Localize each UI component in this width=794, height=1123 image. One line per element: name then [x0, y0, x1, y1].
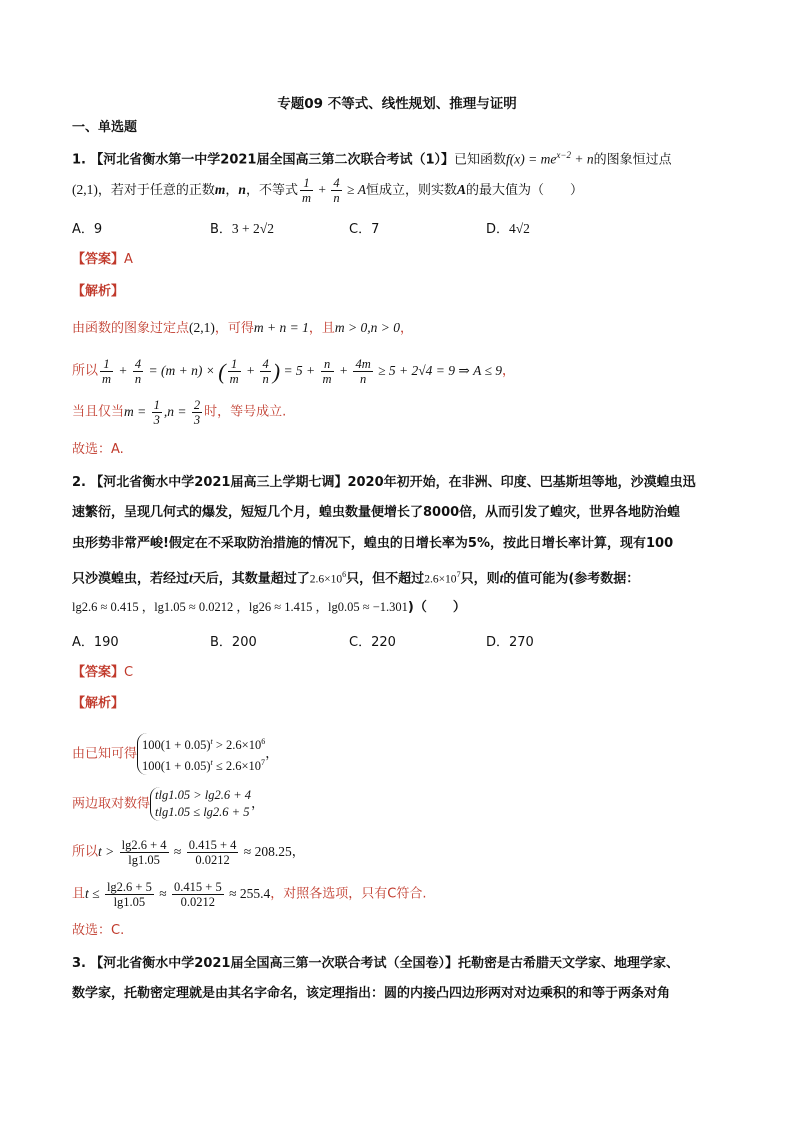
option-label: D．	[486, 222, 510, 237]
sys-row	[142, 733, 265, 754]
q2-solution-3	[72, 838, 305, 867]
q3-line-1	[72, 953, 679, 974]
frac-denominator: 3	[153, 413, 160, 427]
q1-analysis-tag: 【解析】	[72, 284, 125, 299]
q2-solution-2	[72, 787, 264, 821]
q3-stem-text: 托勒密是古希腊天文学家、地理学家、	[457, 956, 679, 971]
q2-line-3: 虫形势非常严峻!假定在不采取防治措施的情况下，蝗虫的日增长率为5%，按此日增长率计算，现有100	[72, 536, 674, 551]
q1-option-a: A．9	[72, 222, 103, 237]
q2-var-t: t	[499, 570, 504, 586]
q1-solution-2	[72, 357, 515, 386]
frac-denominator: n	[262, 372, 269, 386]
sol-text: ，	[502, 363, 516, 379]
frac-numerator: 4	[333, 176, 340, 190]
frac-denominator: n	[333, 191, 340, 205]
frac-denominator: m	[229, 372, 239, 386]
q1-stem-text: 恒成立，则实数	[366, 183, 458, 198]
sol-math	[98, 838, 292, 867]
q1-point: (2,1)	[72, 182, 98, 197]
answer-tag: 【答案】	[72, 665, 125, 680]
q1-line-2	[72, 176, 583, 205]
sol-text: 所以	[72, 363, 99, 379]
frac-numerator: 2	[193, 398, 201, 412]
frac-denominator: lg1.05	[113, 895, 146, 909]
plus-sign: +	[314, 182, 330, 197]
q1-stem-text: ，若对于任意的正数	[97, 183, 215, 198]
sol-math: ≈ 255.4	[225, 885, 271, 901]
sys-row	[142, 754, 265, 775]
q2-num-1: 2.6×10	[309, 573, 343, 586]
q2-line-1	[72, 472, 696, 493]
sol-math	[124, 398, 204, 427]
q2-line-2: 速繁衍，呈现几何式的爆发，短短几个月，蝗虫数量便增长了8000倍，从而引发了蝗灾，世界各地防治蝗	[72, 505, 681, 520]
sys-text: > 2.6×10	[212, 738, 262, 753]
frac-numerator: lg2.6 + 5	[106, 880, 152, 894]
q2-line-5	[72, 597, 466, 618]
sys-text: 100(1 + 0.05)	[142, 759, 211, 774]
system-of-inequalities	[150, 787, 251, 821]
q1-frac-2	[331, 176, 341, 205]
plus-sign: +	[335, 362, 352, 378]
frac-numerator: 1	[300, 176, 313, 191]
frac-numerator: lg2.6 + 4	[121, 838, 167, 852]
frac-numerator: 0.415 + 4	[188, 838, 237, 852]
q1-stem-text: 的最大值为（ ）	[466, 183, 584, 198]
q2-source: 【河北省衡水中学2021届高三上学期七调】	[90, 475, 348, 490]
q2-num-2: 2.6×10	[424, 573, 457, 586]
q2-solution-4	[72, 880, 426, 909]
q2-reference-data: lg2.6 ≈ 0.415 ，lg1.05 ≈ 0.0212 ，lg26 ≈ 1.415 ，lg0.05 ≈ −1.301	[72, 600, 408, 614]
frac-denominator: n	[359, 372, 367, 386]
answer-tag: 【答案】	[72, 252, 125, 267]
frac-numerator: 0.415 + 5	[174, 880, 222, 894]
q1-formula-tail: + n	[570, 151, 594, 167]
frac-denominator: m	[102, 372, 112, 386]
q3-source: 【河北省衡水中学2021届全国高三第一次联合考试（全国卷）】	[90, 956, 458, 971]
q1-solution-3	[72, 398, 286, 427]
q1-number: 1.	[72, 152, 86, 168]
q1-ineq: ≥ A	[343, 182, 367, 197]
frac-numerator: 1	[153, 398, 160, 412]
q1-var-A: A	[457, 182, 467, 197]
sys-row: tlg1.05 ≤ lg2.6 + 5	[155, 805, 250, 819]
q1-frac-1	[300, 176, 313, 205]
q2-stem-text: 只，但不超过	[346, 571, 425, 587]
q2-stem-text: 天后，其数量超过了	[192, 571, 310, 587]
q1-source: 【河北省衡水第一中学2021届全国高三第二次联合考试（1）】	[90, 152, 455, 168]
sys-sup: t	[210, 737, 213, 746]
q1-answer	[72, 250, 133, 270]
q2-stem-text: 只，则	[460, 571, 500, 587]
q2-line-4	[72, 565, 639, 590]
sys-sup: 7	[261, 758, 266, 768]
sol-math: ≥ 5 + 2√4 = 9 ⇒ A ≤ 9	[374, 362, 502, 378]
page-title: 专题09 不等式、线性规划、推理与证明	[277, 96, 517, 112]
sol-text: 由函数的图象过定点	[72, 321, 190, 336]
frac	[353, 357, 372, 386]
q2-num-1-exp: 6	[342, 570, 347, 579]
frac-numerator: 1	[228, 357, 241, 372]
sol-text: ，	[291, 844, 305, 860]
sol-text: 所以	[72, 844, 99, 860]
sol-math: ,n =	[163, 403, 190, 419]
sol-math: m + n = 1	[253, 320, 309, 335]
frac	[321, 357, 334, 386]
q2-answer	[72, 663, 133, 683]
q2-stem-text: 只沙漠蝗虫，若经过	[72, 571, 190, 587]
sol-text: ，对照各选项，只有C符合.	[270, 886, 427, 902]
q1-line-1	[72, 145, 672, 171]
option-label: B．	[210, 222, 232, 237]
answer-value: A	[124, 252, 133, 267]
q1-var-m: m	[214, 182, 226, 197]
sol-math: = 5 +	[280, 362, 319, 378]
frac	[105, 880, 154, 909]
sol-text: 当且仅当	[72, 404, 125, 420]
frac-numerator: 4	[134, 357, 142, 371]
sys-sup: t	[210, 758, 213, 768]
sol-math	[85, 880, 271, 909]
frac-denominator: m	[322, 372, 332, 386]
sol-math: ≈	[155, 885, 171, 901]
answer-value: C	[124, 665, 134, 680]
frac-denominator: m	[301, 191, 311, 205]
option-math: 3 + 2√2	[231, 221, 274, 236]
q1-solution-1	[72, 318, 413, 339]
q1-comma: ，	[225, 183, 239, 198]
frac	[133, 357, 143, 386]
sol-text: 且	[72, 886, 86, 902]
frac-numerator: 4	[262, 357, 269, 371]
q2-stem-text: 的值可能为(参考数据：	[503, 571, 640, 587]
q3-number: 3.	[72, 956, 86, 971]
sol-math: m =	[124, 403, 150, 419]
frac	[152, 398, 162, 427]
frac	[172, 880, 224, 909]
q1-formula-exp: x−2	[556, 150, 571, 160]
sol-text: ，	[251, 796, 265, 812]
frac	[228, 357, 241, 386]
section-heading: 一、单选题	[72, 120, 138, 135]
frac-denominator: n	[134, 372, 142, 386]
frac	[260, 357, 270, 386]
q1-option-c: C．7	[349, 222, 380, 237]
q1-option-d	[486, 218, 530, 237]
sol-math: = (m + n) ×	[145, 362, 219, 378]
sol-text: 两边取对数得	[72, 796, 151, 812]
sol-text: 时，等号成立.	[204, 404, 287, 420]
q2-option-d: D．270	[486, 635, 534, 650]
plus-sign: +	[115, 362, 131, 378]
frac-numerator: n	[321, 357, 334, 372]
q1-var-n: n	[238, 182, 246, 197]
q2-final: 故选：C.	[72, 923, 125, 938]
sol-math: m > 0,n > 0	[334, 320, 401, 335]
system-of-inequalities	[137, 733, 265, 775]
sol-math: $\frac{1}{m}$ + $\frac{4}{n}$ = (m + n) × ( $\frac{1}{m}$ + $\frac{4}{n}$ ) = 5 + $\frac{n}{m}$ + $\frac{4m}{n}$ ≥ 5 + 2√4 = 9 ⇒ A ≤ 9	[102, 357, 502, 386]
q2-option-c: C．220	[349, 635, 396, 650]
q2-solution-1	[72, 733, 278, 775]
frac-numerator: 1	[100, 357, 113, 372]
frac	[192, 398, 202, 427]
q2-number: 2.	[72, 475, 86, 490]
frac-denominator: lg1.05	[128, 853, 160, 867]
sys-row: tlg1.05 > lg2.6 + 4	[155, 788, 252, 802]
sol-text: ，且	[308, 321, 335, 336]
q1-stem-text: 已知函数	[454, 152, 507, 168]
frac	[187, 838, 239, 867]
frac-denominator: 0.0212	[195, 853, 230, 867]
sol-text: ，	[265, 746, 279, 762]
sol-text: 由已知可得	[72, 746, 138, 762]
frac-denominator: 0.0212	[180, 895, 216, 909]
q1-stem-text: 的图象恒过点	[593, 152, 672, 168]
sol-math: t >	[98, 843, 118, 859]
frac-numerator: 4m	[355, 357, 371, 371]
q2-analysis-tag: 【解析】	[72, 696, 125, 711]
sol-text: ，	[400, 321, 414, 336]
sol-text: ，可得	[214, 321, 254, 336]
q2-stem-text: )（ ）	[407, 600, 466, 615]
sys-text: ≤ 2.6×10	[212, 759, 262, 774]
q1-formula: f(x) = me	[506, 151, 557, 167]
option-math: 4√2	[509, 221, 530, 236]
sol-math: ≈ 208.25	[240, 843, 292, 859]
q2-stem-text: 2020年初开始，在非洲、印度、巴基斯坦等地，沙漠蝗虫迅	[347, 475, 696, 490]
sol-math: (2,1)	[189, 320, 215, 335]
plus-sign: +	[242, 362, 259, 378]
q1-stem-text: ，不等式	[245, 183, 298, 198]
frac	[120, 838, 169, 867]
q2-num-2-exp: 7	[456, 570, 461, 579]
sol-math: t ≤	[85, 885, 103, 901]
q2-option-a: A．190	[72, 635, 119, 650]
q2-var-t: t	[189, 570, 193, 586]
q2-option-b: B．200	[210, 635, 257, 650]
sys-text: 100(1 + 0.05)	[142, 738, 211, 753]
frac-denominator: 3	[193, 413, 201, 427]
frac	[100, 357, 113, 386]
sol-math: ≈	[170, 843, 185, 859]
q1-option-b	[210, 218, 274, 237]
q3-line-2: 数学家，托勒密定理就是由其名字命名，该定理指出：圆的内接凸四边形两对对边乘积的和等于两条对角	[72, 986, 671, 1001]
q1-final: 故选：A.	[72, 442, 124, 457]
sys-sup: 6	[261, 737, 266, 746]
